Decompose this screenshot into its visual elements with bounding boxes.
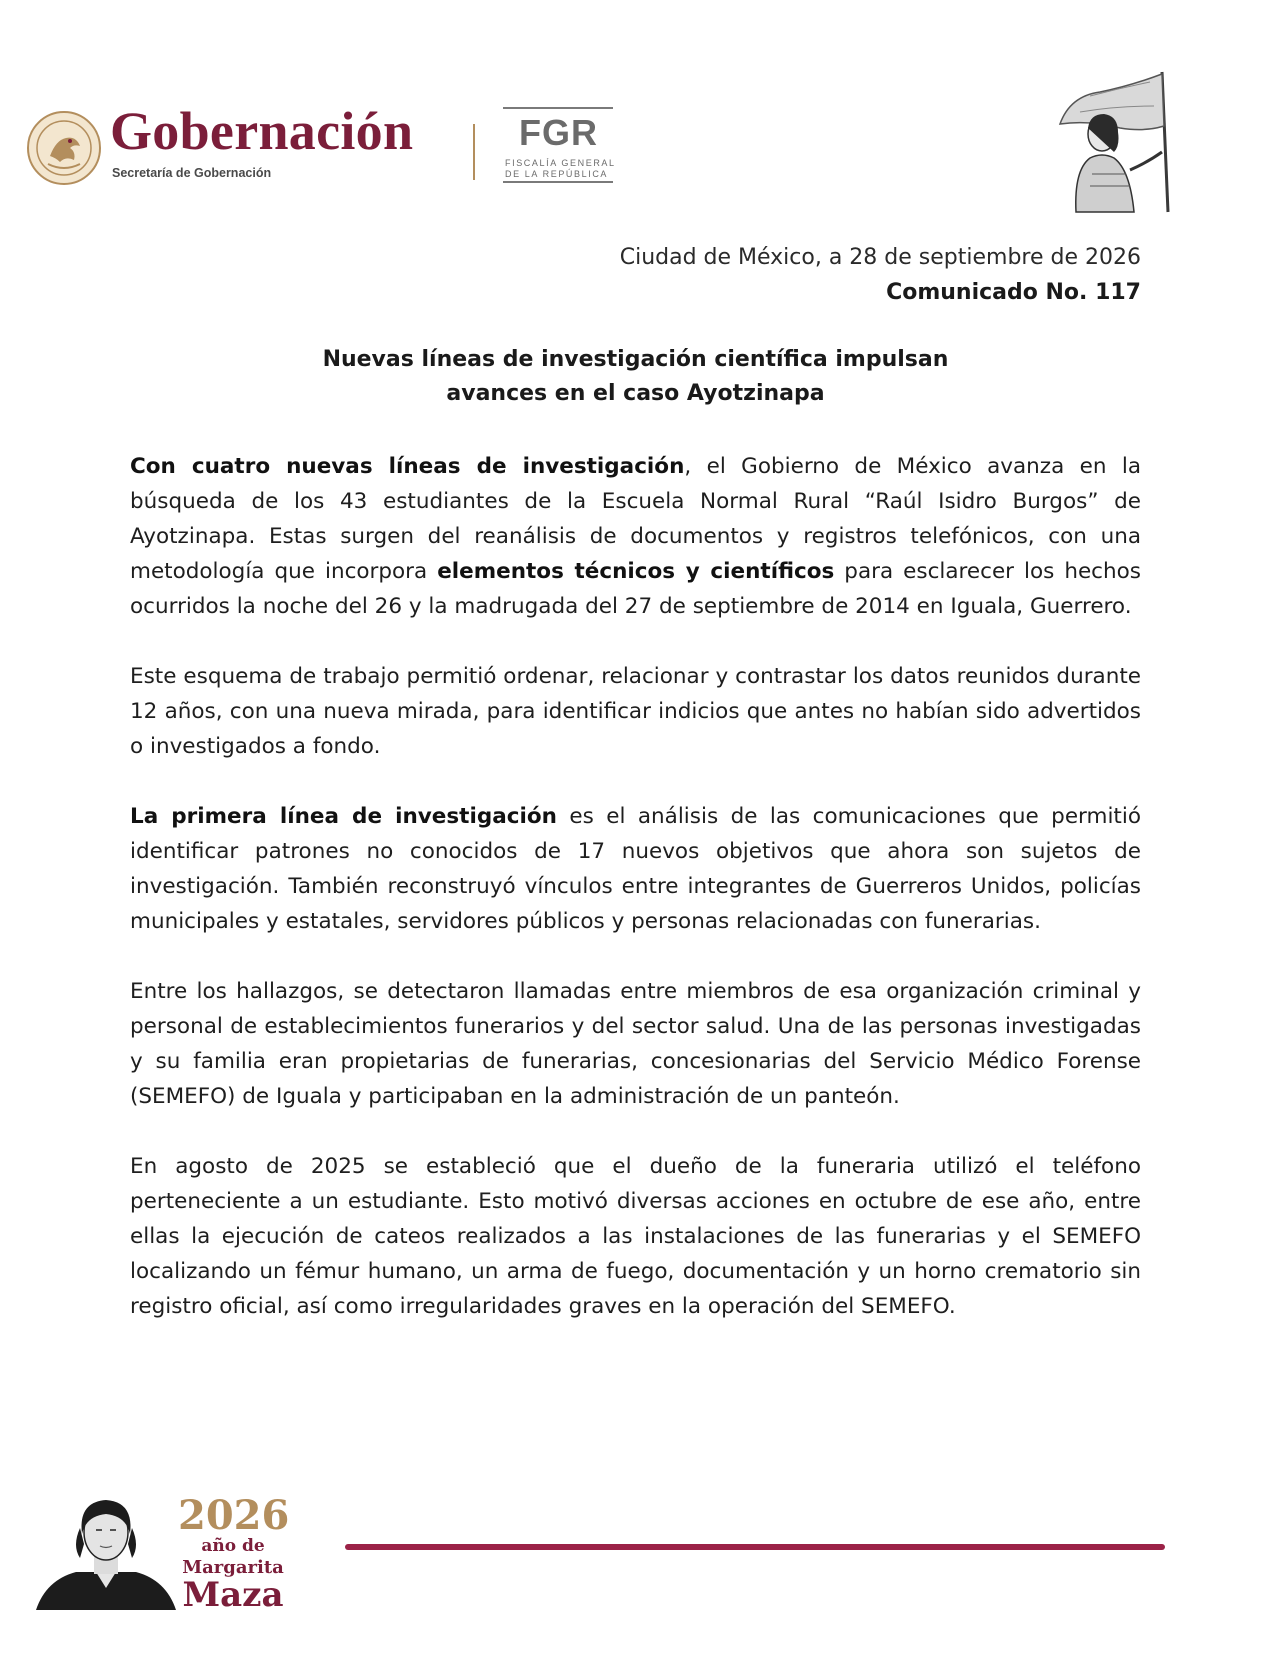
paragraph-3-text: es el análisis de las comunicaciones que permitió identificar patrones no conocidos de 17 nuevos objetivos que ahora son sujetos de investigación. También reconstruyó vínculos entre integrantes de Guerreros Unidos, policías municipales y estatales, servidores públicos y personas relacionadas con funerarias. xyxy=(130,804,1141,934)
paragraph-1-bold-lead: Con cuatro nuevas líneas de investigación xyxy=(130,454,685,479)
paragraph-1 xyxy=(130,449,1141,624)
year-dedication-badge xyxy=(178,1492,290,1615)
paragraph-2: Este esquema de trabajo permitió ordenar, relacionar y contrastar los datos reunidos durante 12 años, con una nueva mirada, para identificar indicios que antes no habían sido advertidos o investigados a fondo. xyxy=(130,664,1141,759)
margarita-maza-portrait-icon xyxy=(36,1488,176,1610)
honoree-first-name: Margarita xyxy=(182,1557,284,1578)
paragraph-3 xyxy=(130,799,1141,939)
paragraph-1-bold-mid: elementos técnicos y científicos xyxy=(437,559,835,584)
fgr-logo-bottom-rule xyxy=(503,181,613,183)
paragraph-1-text-b: para esclarecer los hechos ocurridos la noche del 26 y la madrugada del 27 de septiembre de 2014 en Iguala, Guerrero. xyxy=(130,559,1141,619)
paragraph-5: En agosto de 2025 se estableció que el dueño de la funeraria utilizó el teléfono perteneciente a un estudiante. Esto motivó diversas acciones en octubre de ese año, entre ellas la ejecución de cateos realizados a las instalaciones de las funerarias y el SEMEFO localizando un fémur humano, un arma de fuego, documentación y un horno crematorio sin registro oficial, así como irregularidades graves en la operación del SEMEFO. xyxy=(130,1154,1141,1319)
paragraph-4: Entre los hallazgos, se detectaron llamadas entre miembros de esa organización criminal y personal de establecimientos funerarios y del sector salud. Una de las personas investigadas y su familia eran propietarias de funerarias, concesionarias del Servicio Médico Forense (SEMEFO) de Iguala y participaban en la administración de un panteón. xyxy=(130,979,1141,1109)
fgr-name-line2: DE LA REPÚBLICA xyxy=(505,169,609,179)
dateline xyxy=(620,240,1141,310)
year-number: 2026 xyxy=(178,1492,290,1539)
headline-line-1: Nuevas líneas de investigación científica impulsan xyxy=(322,347,949,372)
fgr-name-line1: FISCALÍA GENERAL xyxy=(505,158,616,168)
footer-rule xyxy=(345,1544,1165,1550)
fgr-logo-top-rule xyxy=(503,107,613,109)
agency-subtitle: Secretaría de Gobernación xyxy=(112,166,272,180)
release-number: Comunicado No. 117 xyxy=(886,280,1141,305)
paragraph-3-bold-lead: La primera línea de investigación xyxy=(130,804,557,829)
national-seal-icon xyxy=(26,110,102,186)
header-divider xyxy=(473,124,475,180)
honoree-last-name: Maza xyxy=(182,1575,284,1615)
press-release-body xyxy=(130,449,1141,1359)
fgr-acronym: FGR xyxy=(519,112,598,153)
year-connector: año de xyxy=(201,1536,265,1556)
headline xyxy=(130,343,1141,411)
woman-with-flag-illustration-icon xyxy=(1030,66,1180,216)
paragraph-1-text-a: , el Gobierno de México avanza en la búsqueda de los 43 estudiantes de la Escuela Normal Rural “Raúl Isidro Burgos” de Ayotzinapa. Estas surgen del reanálisis de documentos y registros telefónicos, con una metodología que incorpora xyxy=(130,454,1142,584)
agency-name: Gobernación xyxy=(110,101,414,161)
place-and-date: Ciudad de México, a 28 de septiembre de 2026 xyxy=(619,245,1141,270)
headline-line-2: avances en el caso Ayotzinapa xyxy=(446,381,825,406)
fgr-logo xyxy=(503,107,615,183)
